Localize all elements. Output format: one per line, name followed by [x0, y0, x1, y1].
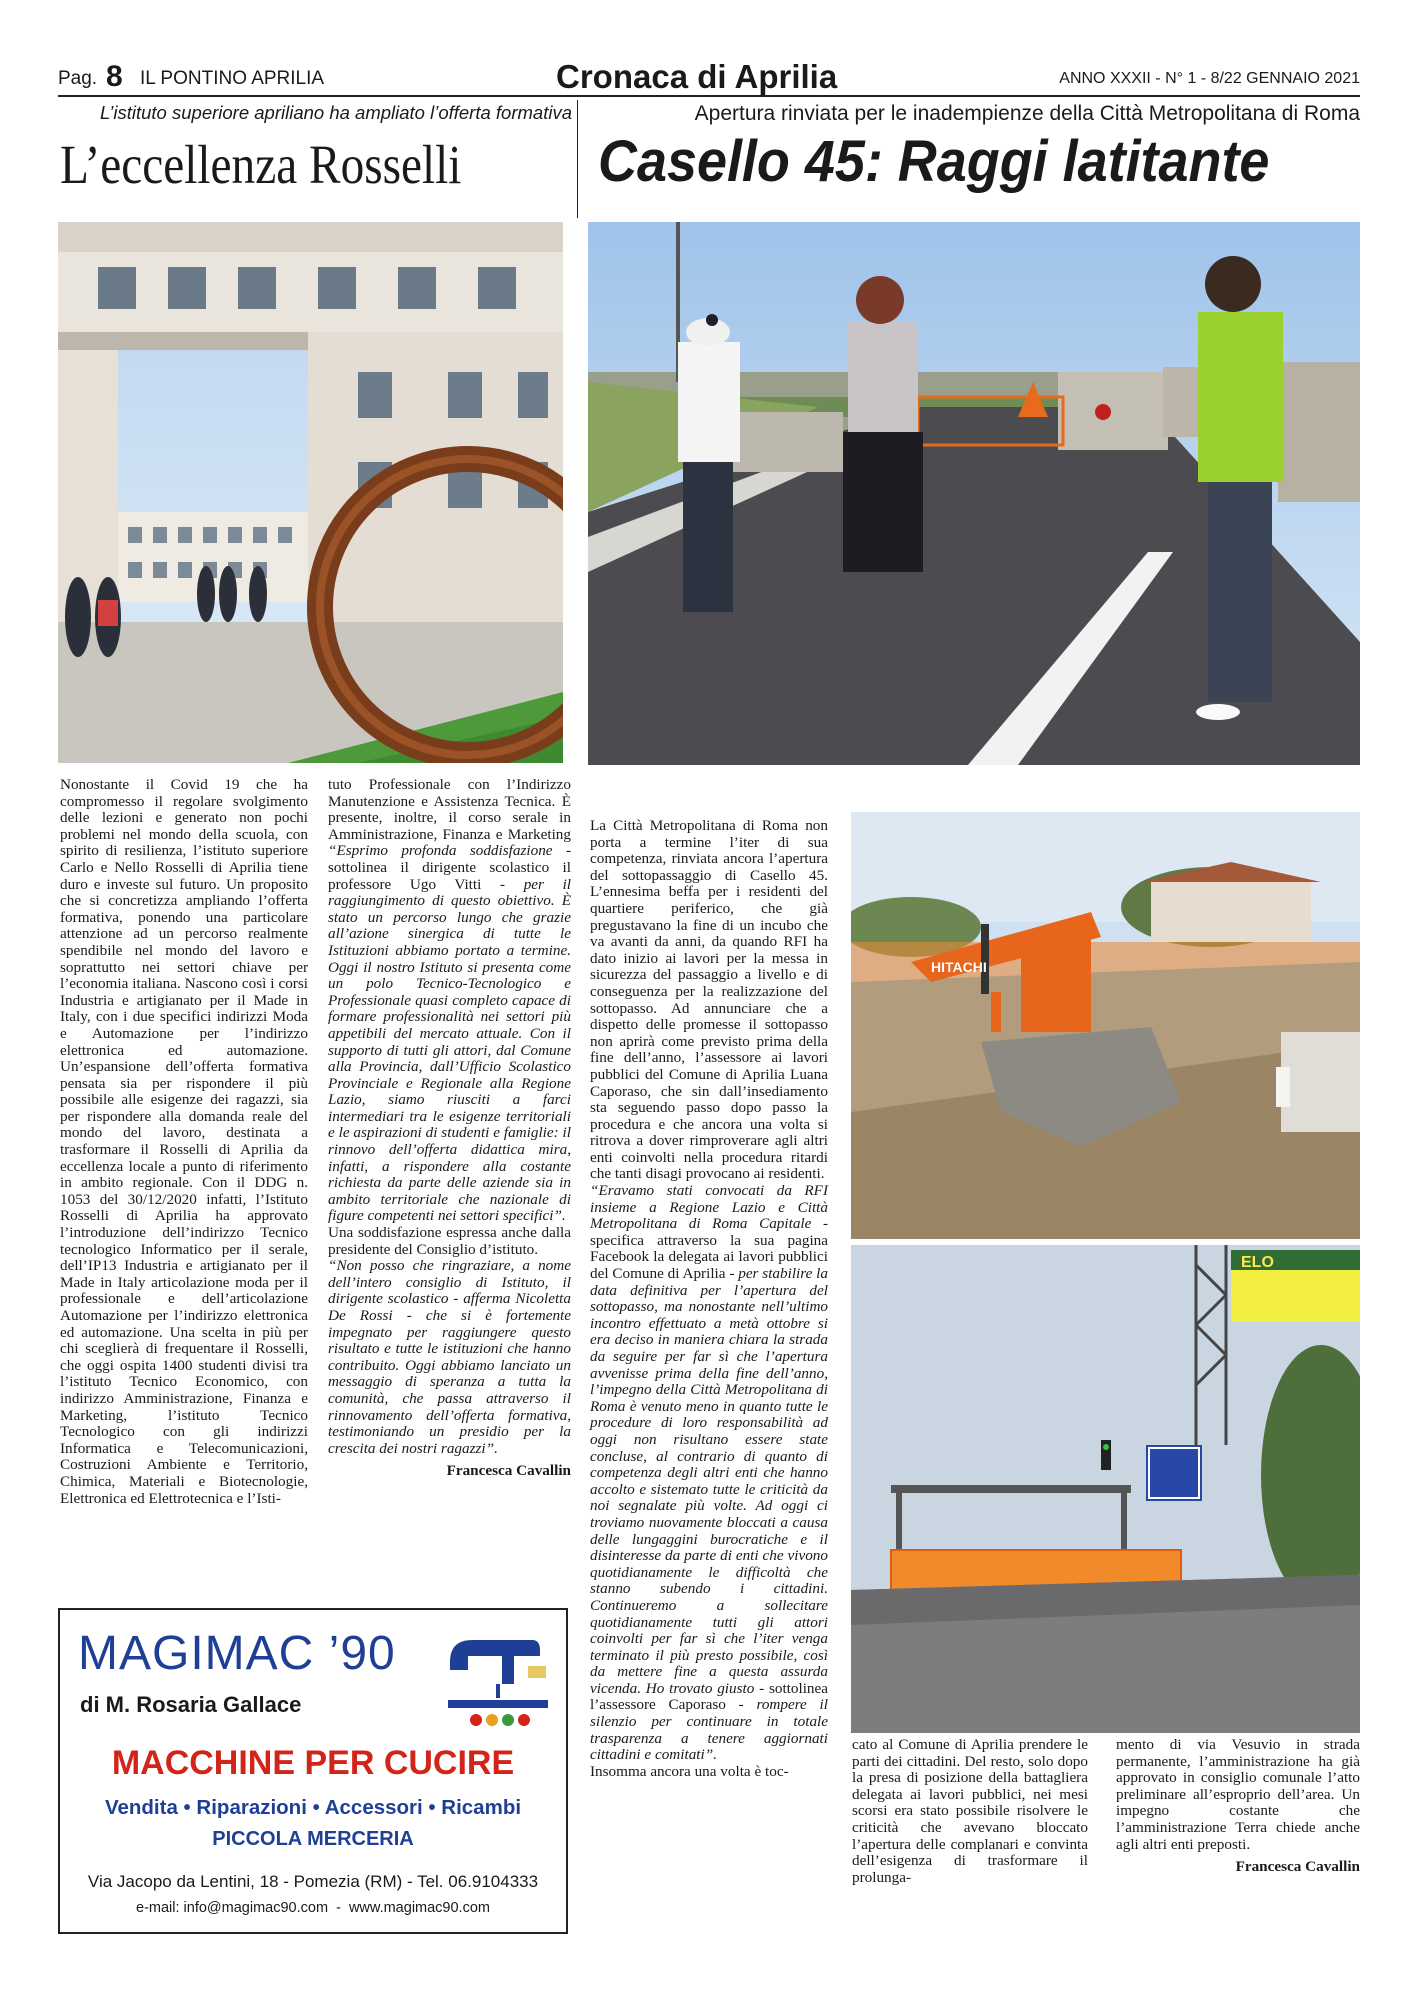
crossing-photo-svg [851, 1245, 1360, 1733]
right-col1-quote-block [590, 1183, 828, 1764]
excavator-photo [851, 812, 1360, 1239]
ad-contacts: e-mail: info@magimac90.com - www.magimac90.com [136, 1900, 490, 1916]
right-article-col3 [1116, 1737, 1360, 1876]
article-divider [577, 100, 578, 218]
right-col1-b: - specifica attraverso la sua pagina Facebook la delegata ai lavori pubblici del Comune di Aprilia - [590, 1215, 828, 1283]
left-col1-text: Nonostante il Covid 19 che ha compromesso il regolare svolgimento delle lezioni e generato non pochi problemi nel mondo della scuola, con spirito di resilienza, l’istituto superiore Carlo e Nello Rosselli di Aprilia tiene duro e investe sul futuro. Un proposito che si concretizza ampliando l’offerta formativa, ponendo una particolare attenzione ad un percorso realmente spendibile nel mondo del lavoro e soprattutto nei settori chiave per l’economia italiana. Nascono così i corsi Industria e artigianato per il Made in Italy, con i due specifici indirizzi Moda e Automazione per l’indirizzo elettronica ed automazione. Un’espansione dell’offerta formativa pensata sia per rispondere il più possibile alle esigenze dei ragazzi, sia per rispondere alla domanda reale del mondo del lavoro, destinata a trasformare il Rosselli di Aprilia da eccellenza locale a punto di riferimento in ambito regionale. Con il DDG n. 1053 del 30/12/2020 infatti, l’Istituto Rosselli di Aprilia ha approvato l’introduzione dell’indirizzo Tecnico tecnologico Informatico per il serale, dell’IP13 Industria e artigianato per il Made in Italy articolazione moda per il professionale e dell’articolazione Automazione per l’indirizzo elettronica ed automazione. Una scelta in più per chi sceglierà di frequentare il Rosselli, che oggi ospita 1400 studenti divisi tra l’istituto Tecnico Economico, con indirizzo Amministrazione, Finanza e Marketing, l’istituto Tecnico Tecnologico con gli indirizzi Informatica e Telecomunicazioni, Costruzioni Ambiente e Territorio, Chimica, Materiali e Biotecnologie, Elettronica ed Elettrotecnica e l’Isti- [60, 776, 308, 1507]
left-headline: L’eccellenza Rosselli [60, 134, 462, 195]
left-col2-text [328, 777, 571, 1225]
left-col2-q1: “Esprimo profonda soddisfazione [328, 842, 553, 860]
ad-services: Vendita • Riparazioni • Accessori • Ricambi [104, 1796, 522, 1819]
casello-photo [588, 222, 1360, 765]
left-col2-q2: per il raggiungimento di questo obiettivo. È stato un percorso lungo che grazie all’azione sinergica di tutte le Istituzioni abbiamo portato a termine. Oggi il nostro Istituto si presenta come un polo Tecnico-Tecnologico e Professionale quasi completo capace di formare professionalità nei settori più appetibili del mercato attuale. Con il supporto di tutti gli attori, dal Comune alla Provincia, dall’Ufficio Scolastico Provinciale e Regionale alla Regione Lazio, siamo riusciti a farci intermediari tra le esigenze territoriali e le aspirazioni di studenti e famiglie: il rinnovo dell’offerta didattica mira, infatti, a rispondere alla costante richiesta da parte delle aziende sia in ambito territoriale che nazionale di figure competenti nei settori specifici”. [328, 875, 572, 1225]
right-col1-a: La Città Metropolitana di Roma non porta a termine l’iter di sua competenza, rinviata ancora l’apertura del sottopassaggio di Casello 45. L’ennesima beffa per i residenti del quartiere periferico, che già pregustavano la fine di un incubo che va avanti da anni, da quando RFI ha dato inizio ai lavori per la messa in sicurezza del passaggio a livello e di conseguenza per la realizzazione del sottopasso. Ad annunciare che a dispetto delle promesse il sottopasso non aprirà come previsto prima della fine dell’anno, l’assessore ai lavori pubblici del Comune di Aprilia Luana Caporaso, che sin dall’insediamento sta seguendo passo dopo passo la procedura e che ancora una volta si ritrova a dover rimproverare agli altri enti coinvolti nella procedura ritardi che tanti disagi provocano ai residenti. [590, 817, 828, 1183]
section-title: Cronaca di Aprilia [556, 58, 838, 95]
ad-name: MAGIMAC ’90 [78, 1627, 396, 1680]
page-prefix: Pag. [58, 68, 98, 89]
magimac-ad [58, 1608, 568, 1934]
left-signature: Francesca Cavallin [446, 1462, 571, 1480]
issue-info: ANNO XXXII - N° 1 - 8/22 GENNAIO 2021 [1059, 70, 1360, 87]
excavator-brand: HITACHI [931, 959, 987, 975]
ad-owner: di M. Rosaria Gallace [80, 1692, 302, 1717]
right-kicker: Apertura rinviata per le inadempienze della Città Metropolitana di Roma [694, 102, 1360, 125]
right-article-col2 [852, 1737, 1088, 1886]
right-col1-d: Insomma ancora una volta è toc- [590, 1762, 789, 1780]
left-col2-q3: “Non posso che ringraziare, a nome dell’intero consiglio di Istituto, il dirigente scolastico - afferma Nicoletta De Rossi - che si è fortemente impegnato per raggiungere questo risultato e tutte le istituzioni che hanno contribuito. Oggi abbiamo lanciato un messaggio di speranza a tutta la comunità, che passa attraverso il rinnovamento dell’offerta formativa, testimoniando un presidio per la crescita dei nostri ragazzi”. [328, 1257, 571, 1457]
left-article-col2 [328, 777, 571, 1480]
right-article-col1 [590, 818, 828, 1780]
right-col1-q1: “Eravamo stati convocati da RFI insieme a Regione Lazio e Città Metropolitana di Roma Capitale [590, 1182, 828, 1233]
ad-address: Via Jacopo da Lentini, 18 - Pomezia (RM) - Tel. 06.9104333 [87, 1872, 539, 1891]
right-col1-q3: rompere il silenzio per continuare in totale trasparenza a tenere aggiornati cittadini e comitati”. [590, 1696, 828, 1764]
page-header [58, 60, 1360, 94]
left-col2-b: - sottolinea il dirigente scolastico il professore Ugo Vitti - [328, 842, 572, 893]
right-col1-c: - sottolinea l’assessore Caporaso - [590, 1679, 829, 1714]
sewing-machine-svg [440, 1622, 552, 1732]
ad-headline: MACCHINE PER CUCIRE [111, 1744, 515, 1782]
school-photo [58, 222, 563, 763]
casello-photo-svg [588, 222, 1360, 765]
header-rule [58, 95, 1360, 97]
sewing-machine-icon [440, 1622, 552, 1732]
page-number: 8 [106, 60, 123, 93]
right-headline: Casello 45: Raggi latitante [598, 129, 1270, 194]
left-col2-a: tuto Professionale con l’Indirizzo Manutenzione e Assistenza Tecnica. È presente, inoltre, il corso serale in Amministrazione, Finanza e Marketing [328, 776, 571, 843]
ad-sub: PICCOLA MERCERIA [212, 1828, 414, 1850]
crossing-photo [851, 1245, 1360, 1733]
left-article-col1 [60, 777, 308, 1507]
left-kicker: L’istituto superiore apriliano ha ampliato l’offerta formativa [100, 102, 572, 123]
right-signature: Francesca Cavallin [1235, 1858, 1360, 1876]
paper-name: IL PONTINO APRILIA [140, 68, 325, 89]
left-col2-c: Una soddisfazione espressa anche dalla presidente del Consiglio d’istituto. [328, 1224, 571, 1258]
right-col1-q2: per stabilire la data definitiva per l’apertura del sottopasso, ma nonostante nell’ultimo incontro effettuato a metà ottobre si era deciso in maniera chiara la strada da seguire per far sì che l’apertura avvenisse prima della fine dell’anno, l’impegno della Città Metropolitana di Roma è venuto meno in quanto tutte le procedure di loro responsabilità ad oggi non risultano essere state concluse, al contrario di quanto di competenza degli altri enti che hanno accolto e sistemato tutte le criticità da noi segnalate più volte. Ad oggi ci troviamo nuovamente bloccati a causa delle lungaggini burocratiche e il disinteresse da parte di enti che vivono quotidianamente le difficoltà che stanno subendo i cittadini. Continueremo a sollecitare quotidianamente tutti gli attori coinvolti per far sì che l’iter venga terminato il più presto possibile, così da mettere fine a questa assurda vicenda. Ho trovato giusto [590, 1265, 828, 1697]
right-col3-text: mento di via Vesuvio in strada permanente, l’amministrazione ha già approvato in consiglio comunale l’atto preliminare all’esproprio dell’area. Un impegno costante che l’amministrazione Terra chiede anche agli altri enti preposti. [1116, 1736, 1360, 1853]
excavator-photo-svg [851, 812, 1360, 1239]
right-col2-text: cato al Comune di Aprilia prendere le parti dei cittadini. Del resto, solo dopo la presa di posizione della battagliera delegata ai lavori pubblici, nei mesi scorsi era stato possibile risolvere le criticità che avevano bloccato l’apertura delle complanari e convinta dell’esigenza di trasformare il prolunga- [852, 1736, 1088, 1886]
school-photo-svg [58, 222, 563, 763]
billboard-brand: ELO [1241, 1254, 1274, 1271]
